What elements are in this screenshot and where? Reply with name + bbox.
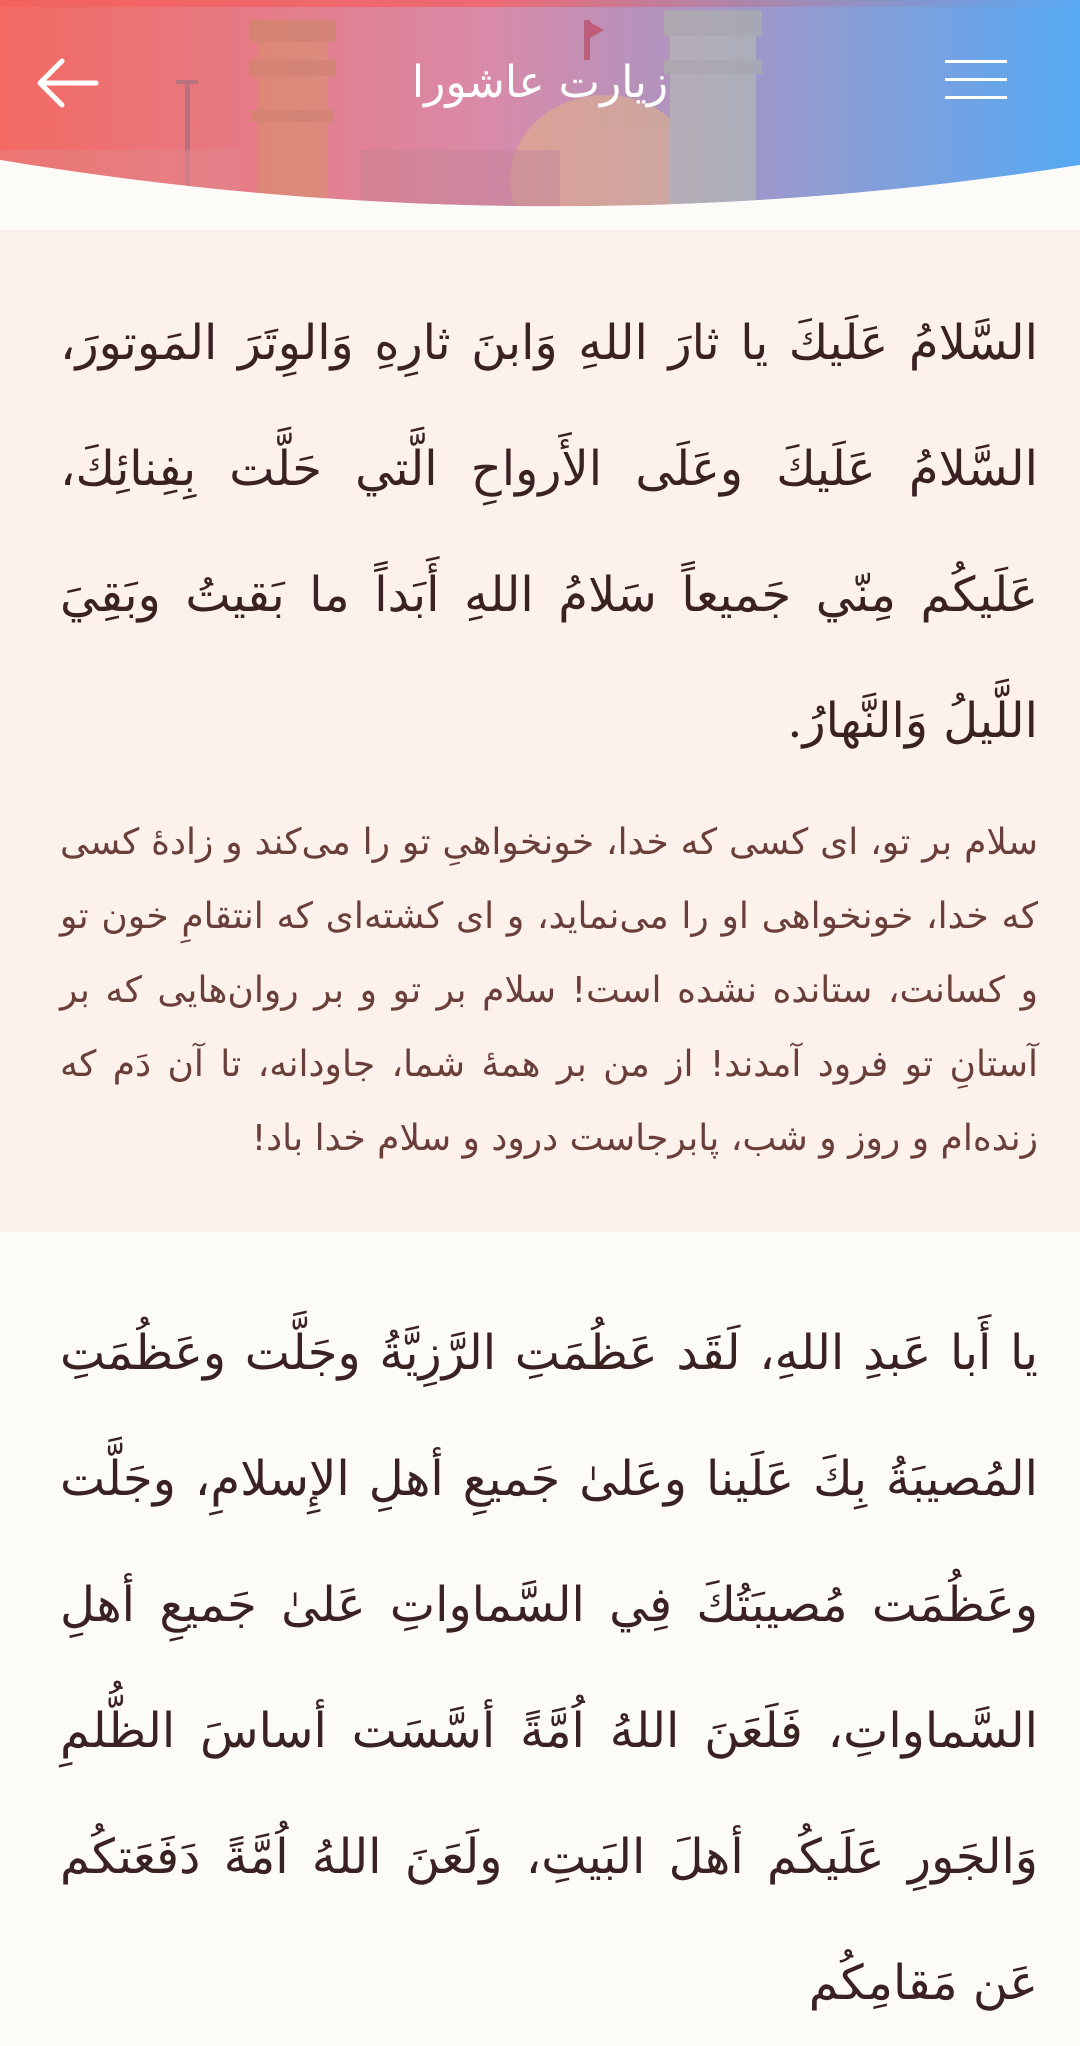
ziyarat-content [0, 230, 1080, 2046]
back-button[interactable] [22, 38, 112, 128]
arabic-verse: السَّلامُ عَلَيكَ يا ثارَ اللهِ وَابنَ ثارِهِ وَالوِتَرَ المَوتورَ، السَّلامُ عَلَيكَ وعَلَى الأَرواحِ الَّتي حَلَّت بِفِنائِكَ، عَلَيكُم مِنّي جَميعاً سَلامُ اللهِ أَبَداً ما بَقيتُ وبَقِيَ اللَّيلُ وَالنَّهارُ. [60, 315, 1038, 749]
menu-button[interactable] [936, 45, 1016, 115]
verse-block [0, 230, 1080, 1232]
persian-translation: سلام بر تو، ای کسی که خدا، خونخواهیِ تو را می‌کند و زادهٔ کسی که خدا، خونخواهی او را می‌نماید، و ای کشته‌ای که انتقامِ خون تو و کسانت، ستانده نشده است! سلام بر تو و بر روان‌هایی که بر آستانِ تو فرود آمدند! از من بر همهٔ شما، جاودانه، تا آن دَم که زنده‌ام و روز و شب، پابرجاست درود و سلام خدا باد! [60, 822, 1038, 1159]
app-header [0, 0, 1080, 230]
arabic-verse: يا أَبا عَبدِ اللهِ، لَقَد عَظُمَتِ الرَّزِيَّةُ وجَلَّت وعَظُمَتِ المُصيبَةُ بِكَ عَلَينا وعَلىٰ جَميعِ أهلِ الإِسلامِ، وجَلَّت وعَظُمَت مُصيبَتُكَ فِي السَّماواتِ عَلىٰ جَميعِ أهلِ السَّماواتِ، فَلَعَنَ اللهُ اُمَّةً أسَّسَت أساسَ الظُّلمِ وَالجَورِ عَلَيكُم أهلَ البَيتِ، ولَعَنَ اللهُ اُمَّةً دَفَعَتكُم عَن مَقامِكُم [60, 1325, 1038, 2011]
verse-block [0, 1232, 1080, 2046]
header-top-strip [0, 0, 1080, 7]
page-title: زیارت عاشورا [411, 57, 669, 108]
arrow-left-icon [34, 55, 100, 111]
hamburger-menu-icon [943, 57, 1009, 103]
